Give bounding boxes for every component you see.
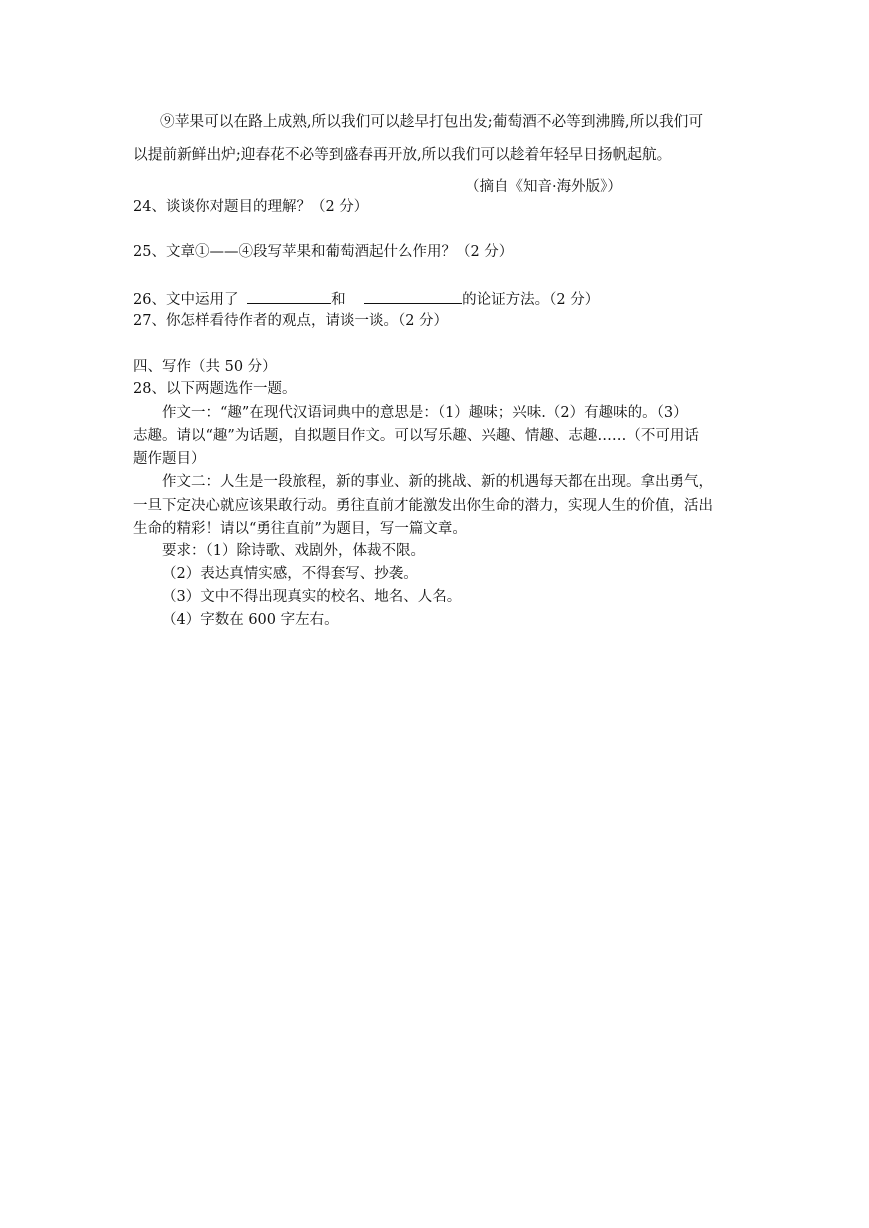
requirement-2: （2）表达真情实感，不得套写、抄袭。 — [162, 566, 418, 582]
essay-option-1-line-1: 作文一：“趣”在现代汉语词典中的意思是：（1）趣味；兴味.（2）有趣味的。（3） — [162, 405, 688, 421]
question-28: 28、以下两题选作一题。 — [133, 381, 297, 397]
writing-section-title: 四、写作（共 50 分） — [133, 359, 277, 375]
passage-source: （摘自《知音·海外版》） — [465, 179, 622, 195]
question-24: 24、谈谈你对题目的理解？（2 分） — [133, 199, 369, 215]
question-26-prefix: 26、文中运用了 — [133, 292, 239, 308]
essay-option-1-line-2: 志趣。请以“趣”为话题，自拟题目作文。可以写乐趣、兴趣、情趣、志趣……（不可用话 — [133, 428, 699, 444]
passage-paragraph-9-line-1: ⑨苹果可以在路上成熟,所以我们可以趁早打包出发;葡萄酒不必等到沸腾,所以我们可 — [160, 113, 704, 130]
question-27: 27、你怎样看待作者的观点，请谈一谈。（2 分） — [133, 313, 449, 329]
requirement-3: （3）文中不得出现真实的校名、地名、人名。 — [162, 589, 462, 605]
essay-option-1-line-3: 题作题目） — [133, 451, 206, 467]
question-26-suffix: 的论证方法。（2 分） — [462, 292, 600, 308]
answer-blank-1[interactable] — [247, 288, 331, 304]
essay-option-2-line-3: 生命的精彩！请以“勇往直前”为题目，写一篇文章。 — [133, 521, 467, 537]
requirement-4: （4）字数在 600 字左右。 — [162, 612, 339, 628]
question-25: 25、文章①——④段写苹果和葡萄酒起什么作用？（2 分） — [133, 244, 514, 260]
answer-blank-2[interactable] — [364, 288, 462, 304]
passage-paragraph-9-line-2: 以提前新鲜出炉;迎春花不必等到盛春再开放,所以我们可以趁着年轻早日扬帆起航。 — [133, 146, 672, 163]
question-26-middle: 和 — [331, 292, 346, 308]
requirement-1: 要求：（1）除诗歌、戏剧外，体裁不限。 — [162, 543, 425, 559]
essay-option-2-line-2: 一旦下定决心就应该果敢行动。勇往直前才能激发出你生命的潜力，实现人生的价值，活出 — [133, 498, 713, 514]
question-26 — [133, 288, 599, 310]
essay-option-2-line-1: 作文二：人生是一段旅程，新的事业、新的挑战、新的机遇每天都在出现。拿出勇气， — [162, 474, 713, 490]
